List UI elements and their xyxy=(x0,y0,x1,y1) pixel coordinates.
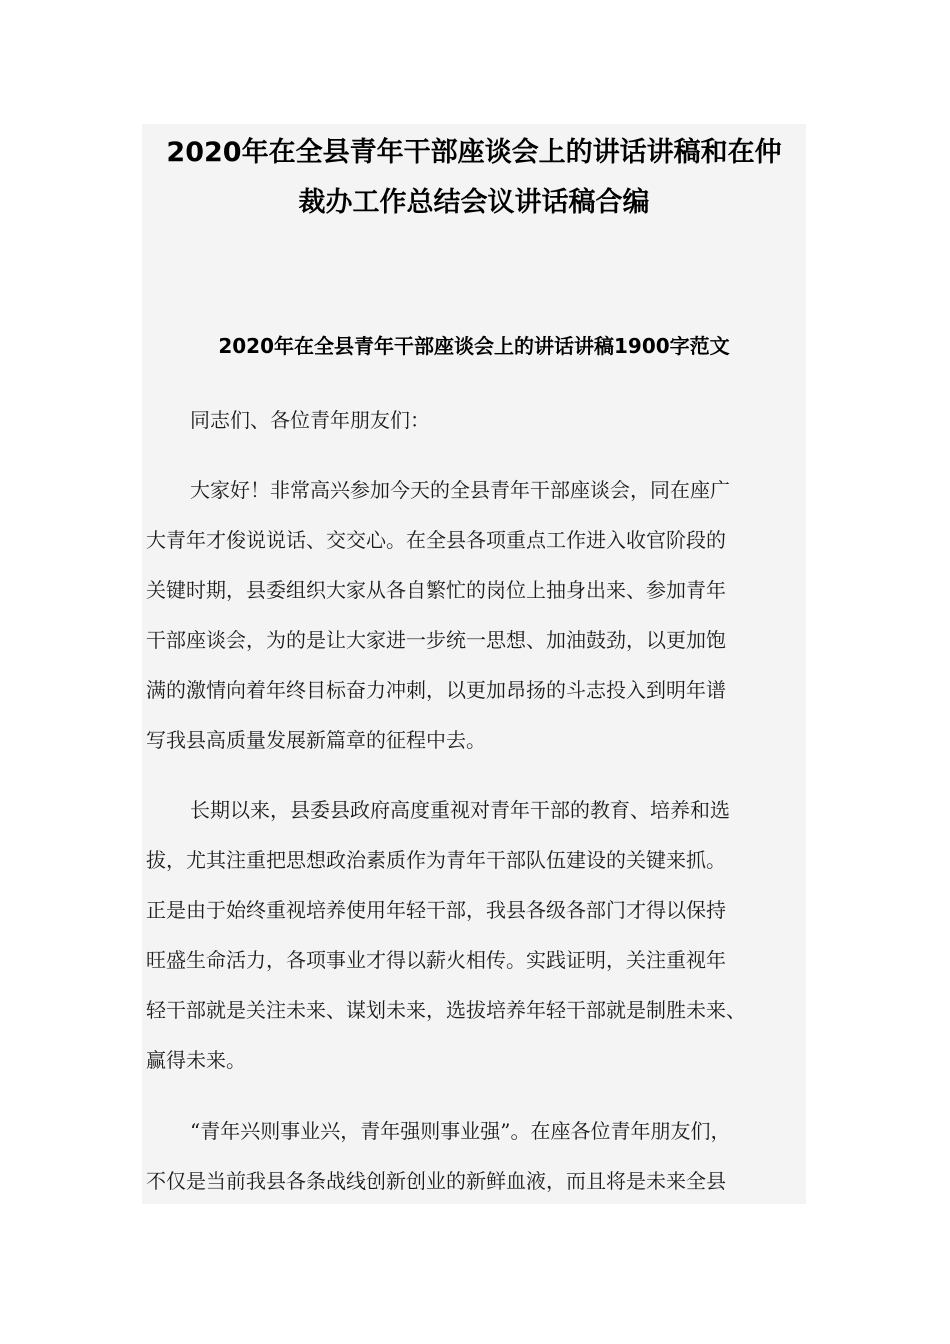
document-title-line: 裁办工作总结会议讲话稿合编 xyxy=(298,187,650,218)
paragraph-line: “青年兴则事业兴，青年强则事业强”。在座各位青年朋友们， xyxy=(190,1119,731,1143)
paragraph-line: 满的激情向着年终目标奋力冲刺，以更加昂扬的斗志投入到明年谱 xyxy=(146,678,726,702)
body-paragraph-2 xyxy=(146,785,814,1085)
greeting-line: 同志们、各位青年朋友们： xyxy=(190,408,430,432)
paragraph-line: 大青年才俊说说话、交交心。在全县各项重点工作进入收官阶段的 xyxy=(146,528,726,552)
paragraph-line: 不仅是当前我县各条战线创新创业的新鲜血液，而且将是未来全县 xyxy=(146,1169,726,1193)
section-heading: 2020年在全县青年干部座谈会上的讲话讲稿1900字范文 xyxy=(218,334,730,358)
document-title xyxy=(142,128,806,228)
paragraph-line: 写我县高质量发展新篇章的征程中去。 xyxy=(146,728,486,752)
paragraph-line: 赢得未来。 xyxy=(146,1048,246,1072)
paragraph-line: 关键时期，县委组织大家从各自繁忙的岗位上抽身出来、参加青年 xyxy=(146,578,726,602)
greeting-paragraph xyxy=(146,395,814,445)
paragraph-line: 旺盛生命活力，各项事业才得以薪火相传。实践证明，关注重视年 xyxy=(146,948,726,972)
body-paragraph-3 xyxy=(146,1106,814,1206)
paragraph-line: 长期以来，县委县政府高度重视对青年干部的教育、培养和选 xyxy=(190,798,730,822)
document-title-line: 2020年在全县青年干部座谈会上的讲话讲稿和在仲 xyxy=(166,137,782,168)
paragraph-line: 正是由于始终重视培养使用年轻干部，我县各级各部门才得以保持 xyxy=(146,898,726,922)
body-paragraph-1 xyxy=(146,465,814,765)
paragraph-line: 拔，尤其注重把思想政治素质作为青年干部队伍建设的关键来抓。 xyxy=(146,848,726,872)
paragraph-line: 大家好！非常高兴参加今天的全县青年干部座谈会，同在座广 xyxy=(190,478,730,502)
paragraph-line: 干部座谈会，为的是让大家进一步统一思想、加油鼓劲，以更加饱 xyxy=(146,628,726,652)
paragraph-line: 轻干部就是关注未来、谋划未来，选拔培养年轻干部就是制胜未来、 xyxy=(146,998,746,1022)
